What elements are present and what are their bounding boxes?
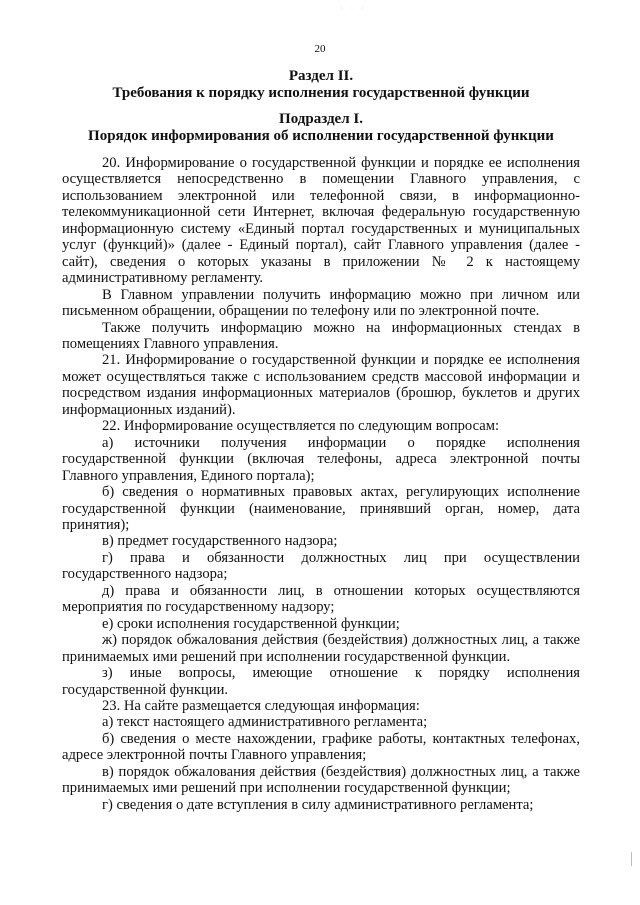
list-item-22-v: в) предмет государственного надзора; [102, 533, 338, 550]
paragraph-20-personal: В Главном управлении получить информацию можно при личном или письменном обращении, обращении по телефону или по электронной почте. [62, 286, 580, 320]
list-item-22-b: б) сведения о нормативных правовых актах, регулирующих исполнение государственной функции (наименование, принявший орган, номер, дата принятия); [62, 484, 580, 533]
margin-mark [631, 852, 632, 866]
list-item-22-z: з) иные вопросы, имеющие отношение к порядку исполнения государственной функции. [62, 665, 580, 698]
heading-spacer [62, 102, 580, 111]
section-heading: Раздел II. [288, 68, 354, 84]
paragraph-22: 22. Информирование осуществляется по следующим вопросам: [102, 418, 500, 435]
section-title: Требования к порядку исполнения государственной функции [112, 85, 530, 101]
paragraph-20-stands: Также получить информацию можно на информационных стендах в помещениях Главного управления. [62, 319, 580, 352]
subsection-heading: Подраздел I. [279, 111, 363, 127]
paragraph-20: 20. Информирование о государственной функции и порядке ее исполнения осуществляется непосредственно в помещении Главного управления, с использованием электронной или телефонной связи, в информационно-телекоммуникационной сети Интернет, включая федеральную государственную информационную систему «Единый портал государственных и муниципальных услуг (функций)» (далее - Единый портал), сайт Главного управления (далее - сайт), сведения о которых указаны в приложении № 2 к настоящему административному регламенту. [62, 155, 580, 287]
paragraph-21: 21. Информирование о государственной функции и порядке ее исполнения может осуществляться также с использованием средств массовой информации и посредством издания информационных материалов (брошюр, буклетов и других информационных изданий). [62, 352, 580, 418]
subsection-title: Порядок информирования об исполнении государственной функции [88, 128, 554, 144]
body-text [62, 155, 580, 813]
page-number: 20 [314, 43, 326, 55]
scan-artifact: · · · [340, 4, 367, 13]
list-item-22-zh: ж) порядок обжалования действия (бездействия) должностных лиц, а также принимаемых ими решений при исполнении государственной функции. [62, 632, 580, 665]
list-item-23-g: г) сведения о дате вступления в силу административного регламента; [102, 796, 534, 813]
paragraph-23: 23. На сайте размещается следующая информация: [102, 697, 420, 714]
list-item-23-b: б) сведения о месте нахождении, графике работы, контактных телефонах, адресе электронной почты Главного управления; [62, 730, 580, 764]
headings-block [62, 68, 580, 145]
list-item-22-a: а) источники получения информации о порядке исполнения государственной функции (включая телефоны, адреса электронной почты Главного управления, Единого портала); [62, 434, 580, 484]
list-item-22-g: г) права и обязанности должностных лиц при осуществлении государственного надзора; [62, 549, 580, 583]
list-item-22-d: д) права и обязанности лиц, в отношении которых осуществляются мероприятия по государственному надзору; [62, 582, 580, 616]
list-item-23-v: в) порядок обжалования действия (бездействия) должностных лиц, а также принимаемых ими решений при исполнении государственной функции; [62, 763, 580, 797]
list-item-23-a: а) текст настоящего административного регламента; [102, 714, 428, 731]
list-item-22-e: е) сроки исполнения государственной функции; [102, 615, 400, 632]
